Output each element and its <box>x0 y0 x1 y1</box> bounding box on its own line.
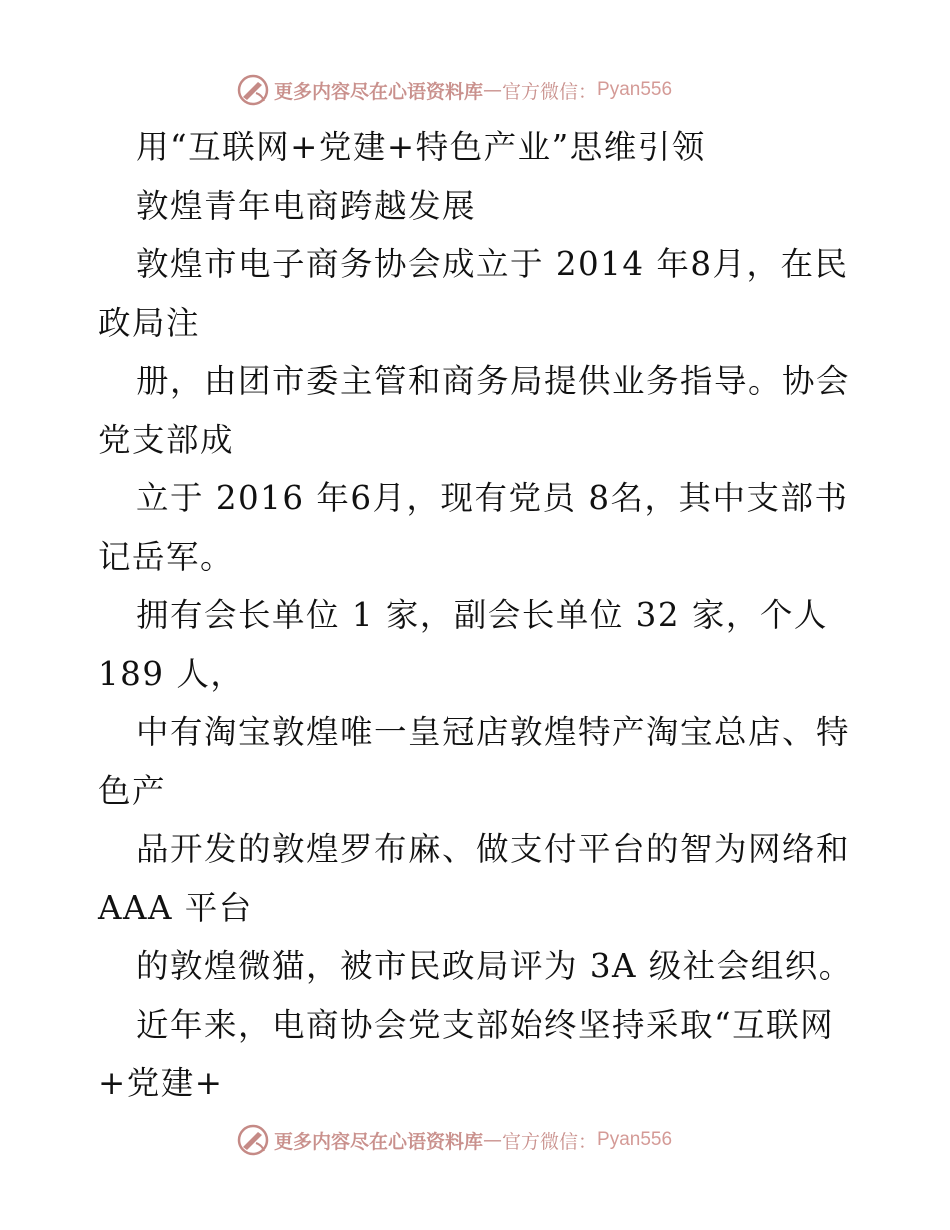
watermark-id: Pyan556 <box>597 1129 673 1150</box>
watermark-header <box>236 70 672 110</box>
paragraph-line: 品开发的敦煌罗布麻、做支付平台的智为网络和 <box>136 830 851 868</box>
paragraph-line: 敦煌市电子商务协会成立于 2014 年8月，在民 <box>136 245 849 283</box>
paragraph-line: 中有淘宝敦煌唯一皇冠店敦煌特产淘宝总店、特 <box>136 713 851 751</box>
watermark-label: 官方微信： <box>502 1130 598 1153</box>
paragraph-line: 记岳军。 <box>98 537 235 576</box>
watermark-separator: — <box>483 1129 503 1151</box>
paragraph-line: 拥有会长单位 1 家，副会长单位 32 家，个人 <box>136 596 828 634</box>
watermark-brand: 更多内容尽在心语资料库 <box>274 80 484 103</box>
seal-logo-icon <box>236 1123 270 1157</box>
watermark-footer <box>236 1120 672 1160</box>
paragraph-line: 189 人， <box>98 654 245 693</box>
watermark-id: Pyan556 <box>597 79 673 100</box>
watermark-label: 官方微信： <box>502 80 598 103</box>
paragraph-line: 立于 2016 年6月，现有党员 8名，其中支部书 <box>136 479 849 517</box>
paragraph-line: 政局注 <box>98 303 201 342</box>
paragraph-line: AAA 平台 <box>98 888 253 927</box>
title-line-2: 敦煌青年电商跨越发展 <box>136 186 477 225</box>
paragraph-line: 册，由团市委主管和商务局提供业务指导。协会 <box>136 362 851 400</box>
document-body <box>98 118 888 1113</box>
paragraph-line: 色产 <box>98 771 167 810</box>
watermark-separator: — <box>483 79 503 101</box>
seal-logo-icon <box>236 73 270 107</box>
watermark-brand: 更多内容尽在心语资料库 <box>274 1130 484 1153</box>
paragraph-line: 近年来，电商协会党支部始终坚持采取“互联网 <box>136 1005 835 1044</box>
paragraph-line: 的敦煌微猫，被市民政局评为 3A 级社会组织。 <box>136 947 853 985</box>
paragraph-line: +党建+ <box>98 1064 224 1102</box>
title-line-1: 用“互联网+党建+特色产业”思维引领 <box>136 128 706 166</box>
paragraph-line: 党支部成 <box>98 420 235 459</box>
